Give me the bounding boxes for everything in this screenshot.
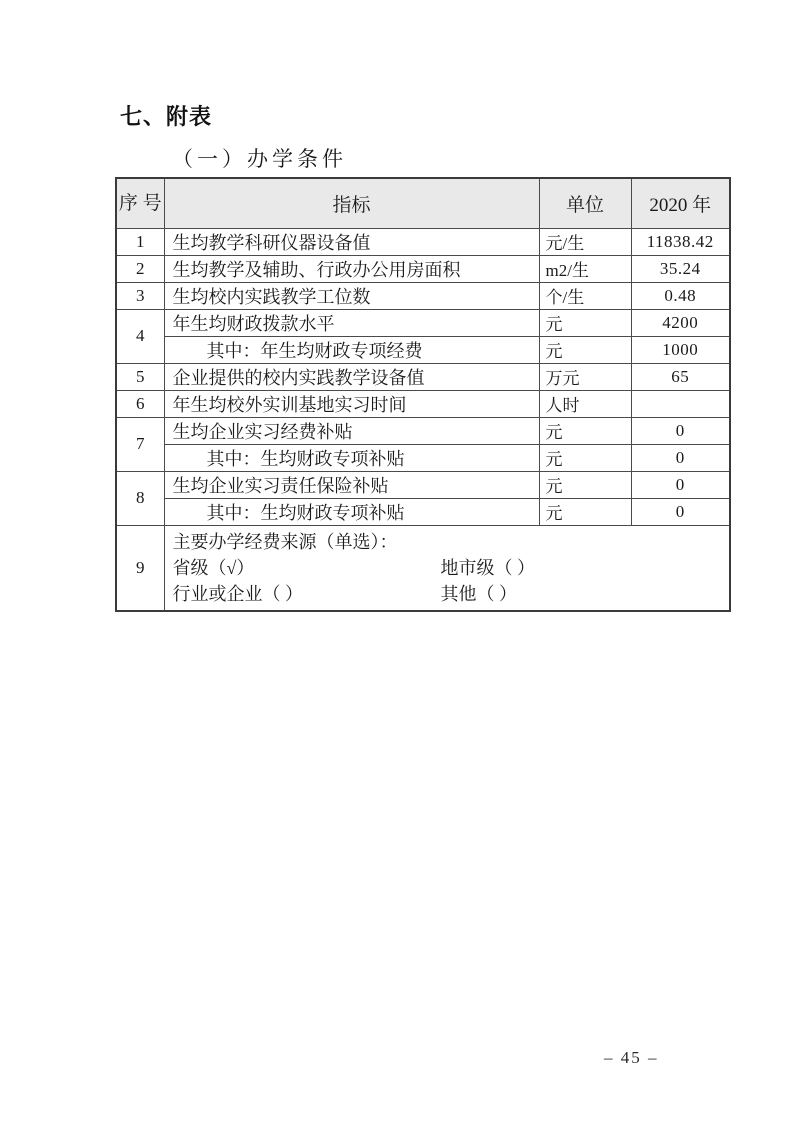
row-number-cell: 8 [116,471,164,525]
indicator-cell: 生均教学及辅助、行政办公用房面积 [164,255,539,282]
table-row [116,336,730,363]
table-row [116,525,730,611]
unit-cell: 元 [539,309,631,336]
value-cell [631,390,730,417]
funding-option: 地市级（ ） [440,557,535,578]
table-row [116,444,730,471]
unit-cell: 元 [539,444,631,471]
table-row [116,282,730,309]
unit-cell: 元 [539,498,631,525]
col-header-number: 序 号 [116,178,164,228]
value-cell: 65 [631,363,730,390]
conditions-table [115,177,731,612]
indicator-cell: 年生均校外实训基地实习时间 [164,390,539,417]
value-cell: 0.48 [631,282,730,309]
row-number-cell: 7 [116,417,164,471]
funding-source-line: 主要办学经费来源（单选）： [172,531,398,552]
row-number-cell: 4 [116,309,164,363]
funding-option: 行业或企业（ ） [172,583,303,604]
table-row [116,228,730,255]
row-number-cell: 1 [116,228,164,255]
indicator-cell: 生均企业实习经费补贴 [164,417,539,444]
value-cell: 0 [631,417,730,444]
table-row [116,363,730,390]
unit-cell: 元 [539,471,631,498]
unit-cell: m2/生 [539,255,631,282]
indicator-cell: 其中：年生均财政专项经费 [164,336,539,363]
row-number-cell: 9 [116,525,164,611]
funding-source-line [173,555,730,581]
table-header-row [116,178,730,228]
indicator-cell: 其中：生均财政专项补贴 [164,498,539,525]
indicator-cell: 生均企业实习责任保险补贴 [164,471,539,498]
row-number-cell: 5 [116,363,164,390]
unit-cell: 元 [539,417,631,444]
col-header-indicator: 指标 [164,178,539,228]
value-cell: 0 [631,498,730,525]
funding-option: 省级（√） [172,557,255,578]
indicator-cell: 其中：生均财政专项补贴 [164,444,539,471]
table-row [116,417,730,444]
funding-option: 其他（ ） [440,583,517,604]
section-title: 七、附表 [120,104,213,129]
table-row [116,309,730,336]
funding-source-line [173,581,730,607]
value-cell: 4200 [631,309,730,336]
row-number-cell: 6 [116,390,164,417]
value-cell: 35.24 [631,255,730,282]
unit-cell: 万元 [539,363,631,390]
indicator-cell: 生均教学科研仪器设备值 [164,228,539,255]
indicator-cell: 年生均财政拨款水平 [164,309,539,336]
value-cell: 1000 [631,336,730,363]
unit-cell: 元/生 [539,228,631,255]
table-row [116,390,730,417]
page-number: – 45 – [604,1048,659,1067]
subsection-title: （一）办学条件 [172,147,347,171]
unit-cell: 个/生 [539,282,631,309]
col-header-unit: 单位 [539,178,631,228]
table-row [116,255,730,282]
row-number-cell: 3 [116,282,164,309]
value-cell: 0 [631,471,730,498]
value-cell: 0 [631,444,730,471]
unit-cell: 元 [539,336,631,363]
col-header-year: 2020 年 [631,178,730,228]
indicator-cell: 企业提供的校内实践教学设备值 [164,363,539,390]
value-cell: 11838.42 [631,228,730,255]
row-number-cell: 2 [116,255,164,282]
indicator-cell: 生均校内实践教学工位数 [164,282,539,309]
funding-source-cell [164,525,730,611]
unit-cell: 人时 [539,390,631,417]
table-row [116,471,730,498]
conditions-table-body [116,228,730,611]
table-row [116,498,730,525]
